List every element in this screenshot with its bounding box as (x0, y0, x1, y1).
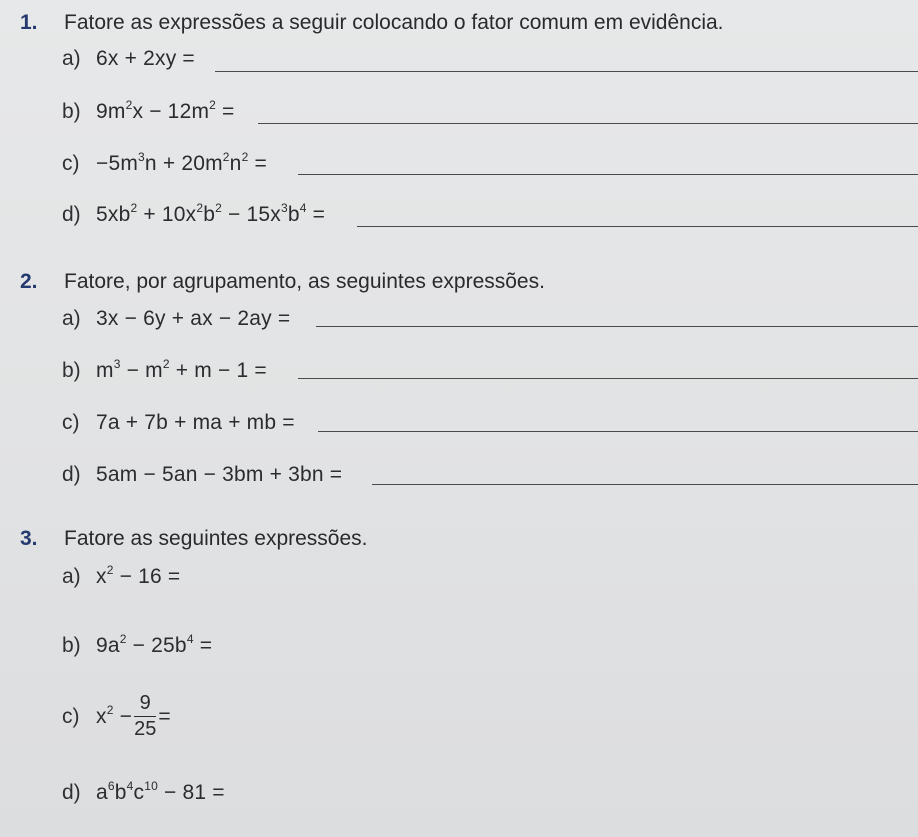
q3-item-b (62, 634, 212, 668)
question-2-title: Fatore, por agrupamento, as seguintes expressões. (64, 270, 545, 293)
question-2-number: 2. (20, 270, 38, 293)
q1-b-expression: $9m^2x - 12m^2$ = (96, 98, 235, 123)
q1-b-answer-line[interactable] (258, 123, 918, 124)
fraction-numerator: 9 (134, 692, 156, 717)
item-letter: a) (62, 307, 81, 330)
q1-item-b (62, 100, 235, 134)
q1-d-expression: $5xb^2 + 10x^2b^2 - 15x^3b^4$ = (96, 201, 326, 226)
q1-item-c (62, 152, 267, 186)
question-3-title: Fatore as seguintes expressões. (64, 527, 368, 550)
q2-c-expression: 7a + 7b + ma + mb = (96, 411, 295, 434)
question-3-heading (20, 527, 368, 551)
item-letter: d) (62, 463, 81, 486)
question-1-heading (20, 11, 724, 35)
q2-b-expression: $m^3 - m^2 + m - 1$ = (96, 357, 267, 382)
q2-a-answer-line[interactable] (316, 326, 918, 327)
question-3-number: 3. (20, 527, 38, 550)
q3-item-c (62, 692, 171, 752)
question-2-heading (20, 270, 545, 294)
question-1-number: 1. (20, 11, 38, 34)
item-letter: b) (62, 359, 81, 382)
q3-item-d (62, 781, 225, 815)
q3-c-fraction (134, 692, 156, 741)
item-letter: d) (62, 781, 81, 804)
q1-c-expression: $-5m^3n + 20m^2n^2$ = (96, 150, 267, 175)
item-letter: d) (62, 203, 81, 226)
item-letter: c) (62, 152, 80, 175)
q2-a-expression: 3x − 6y + ax − 2ay = (96, 307, 291, 330)
q2-item-b (62, 359, 267, 393)
q2-d-answer-line[interactable] (372, 484, 918, 485)
item-letter: b) (62, 100, 81, 123)
q2-item-c (62, 411, 295, 445)
q3-b-expression: $9a^2 - 25b^4$ = (96, 632, 213, 657)
q1-item-d (62, 203, 325, 237)
q2-d-expression: 5am − 5an − 3bm + 3bn = (96, 463, 343, 486)
q3-d-expression: $a^6b^4c^{10} - 81$ = (96, 779, 225, 804)
q3-item-a (62, 565, 180, 599)
item-letter: c) (62, 411, 80, 434)
q1-a-answer-line[interactable] (215, 71, 918, 72)
q1-a-expression: 6x + 2xy = (96, 47, 195, 70)
q3-c-equals: = (158, 704, 171, 728)
q2-c-answer-line[interactable] (318, 431, 918, 432)
item-letter: c) (62, 704, 80, 728)
item-letter: b) (62, 634, 81, 657)
item-letter: a) (62, 565, 81, 588)
q1-c-answer-line[interactable] (298, 174, 918, 175)
question-1-title: Fatore as expressões a seguir colocando o fator comum em evidência. (64, 11, 724, 34)
q3-a-expression: $x^2 - 16$ = (96, 563, 181, 588)
q2-item-d (62, 463, 342, 497)
q1-item-a (62, 47, 195, 81)
q3-c-expression: $x^2$ − (96, 702, 133, 728)
fraction-denominator: 25 (134, 718, 157, 740)
q2-item-a (62, 307, 290, 341)
q1-d-answer-line[interactable] (357, 226, 918, 227)
q2-b-answer-line[interactable] (298, 378, 918, 379)
item-letter: a) (62, 47, 81, 70)
